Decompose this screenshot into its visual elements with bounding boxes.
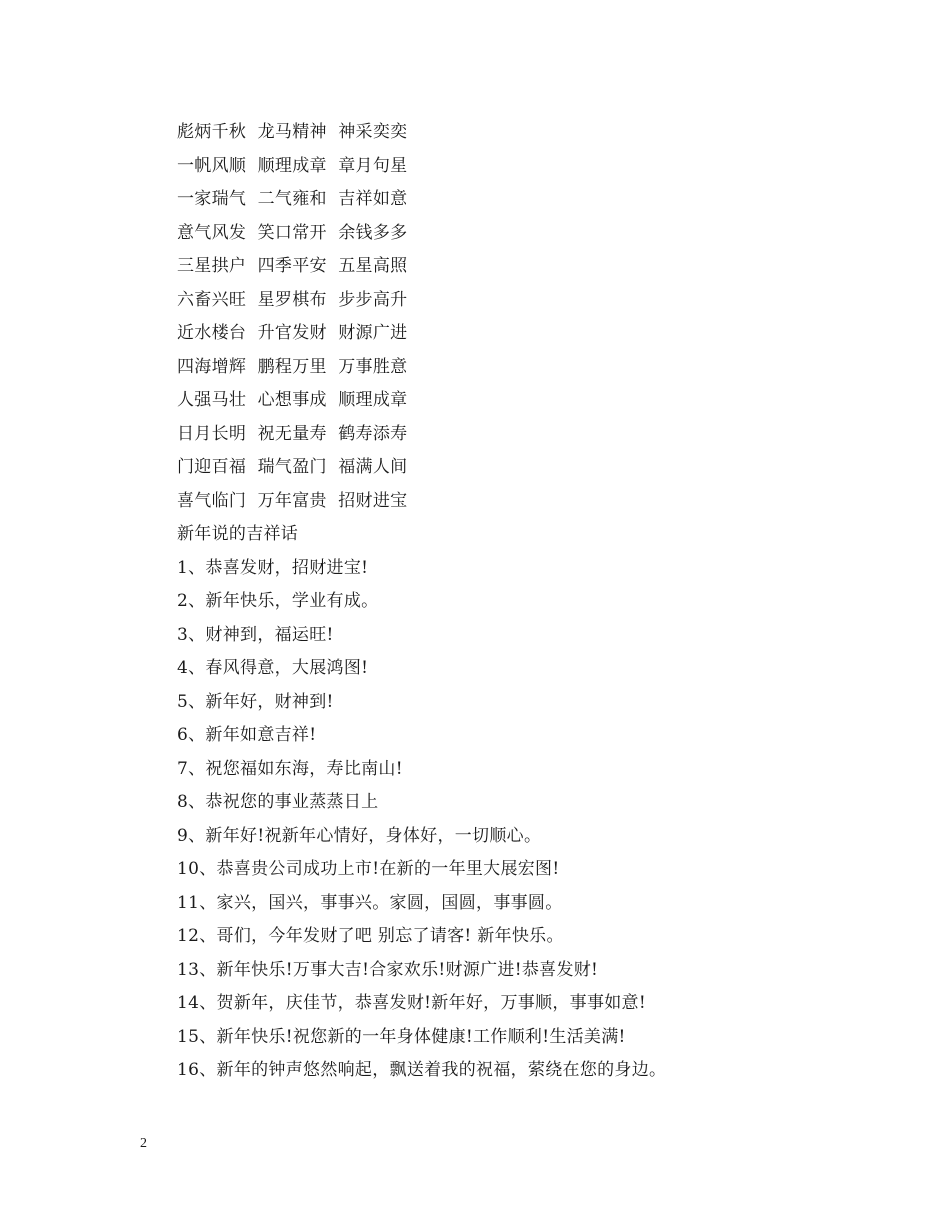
wish-item: 13、新年快乐!万事大吉!合家欢乐!财源广进!恭喜发财! — [177, 959, 599, 980]
idiom-line: 门迎百福 瑞气盈门 福满人间 — [177, 457, 408, 477]
wish-item: 3、财神到，福运旺! — [177, 624, 334, 645]
idiom-line: 人强马壮 心想事成 顺理成章 — [177, 390, 408, 410]
wish-item: 9、新年好!祝新年心情好，身体好，一切顺心。 — [177, 825, 542, 846]
wish-item: 16、新年的钟声悠然响起，飘送着我的祝福，萦绕在您的身边。 — [177, 1060, 667, 1080]
idiom-line: 近水楼台 升官发财 财源广进 — [177, 323, 408, 343]
idiom-line: 彪炳千秋 龙马精神 神采奕奕 — [177, 122, 408, 142]
idiom-line: 一家瑞气 二气雍和 吉祥如意 — [177, 189, 408, 209]
wish-item: 10、恭喜贵公司成功上市!在新的一年里大展宏图! — [177, 859, 560, 879]
wish-item: 6、新年如意吉祥! — [177, 725, 317, 745]
wish-item: 4、春风得意，大展鸿图! — [177, 658, 369, 678]
wish-item: 12、哥们，今年发财了吧 别忘了请客! 新年快乐。 — [177, 926, 564, 946]
idiom-line: 意气风发 笑口常开 余钱多多 — [177, 222, 408, 243]
wish-item: 1、恭喜发财，招财进宝! — [177, 557, 369, 578]
wish-item: 2、新年快乐，学业有成。 — [177, 591, 379, 611]
idiom-line: 六畜兴旺 星罗棋布 步步高升 — [177, 289, 408, 310]
wish-item: 5、新年好，财神到! — [177, 691, 334, 712]
idiom-line: 日月长明 祝无量寿 鹤寿添寿 — [177, 423, 408, 444]
idiom-line: 一帆风顺 顺理成章 章月句星 — [177, 155, 408, 176]
wish-item: 8、恭祝您的事业蒸蒸日上 — [177, 792, 379, 812]
idiom-line: 四海增辉 鹏程万里 万事胜意 — [177, 356, 408, 377]
wish-item: 7、祝您福如东海，寿比南山! — [177, 758, 403, 779]
section-heading: 新年说的吉祥话 — [177, 524, 299, 544]
page-number: 2 — [140, 1136, 147, 1151]
idiom-line: 三星拱户 四季平安 五星高照 — [177, 256, 408, 276]
document-body — [177, 116, 897, 1088]
wish-item: 15、新年快乐!祝您新的一年身体健康!工作顺利!生活美满! — [177, 1026, 626, 1047]
idiom-line: 喜气临门 万年富贵 招财进宝 — [177, 490, 408, 511]
wish-item: 14、贺新年，庆佳节，恭喜发财!新年好，万事顺，事事如意! — [177, 993, 646, 1013]
wish-item: 11、家兴，国兴，事事兴。家圆，国圆，事事圆。 — [177, 892, 563, 913]
